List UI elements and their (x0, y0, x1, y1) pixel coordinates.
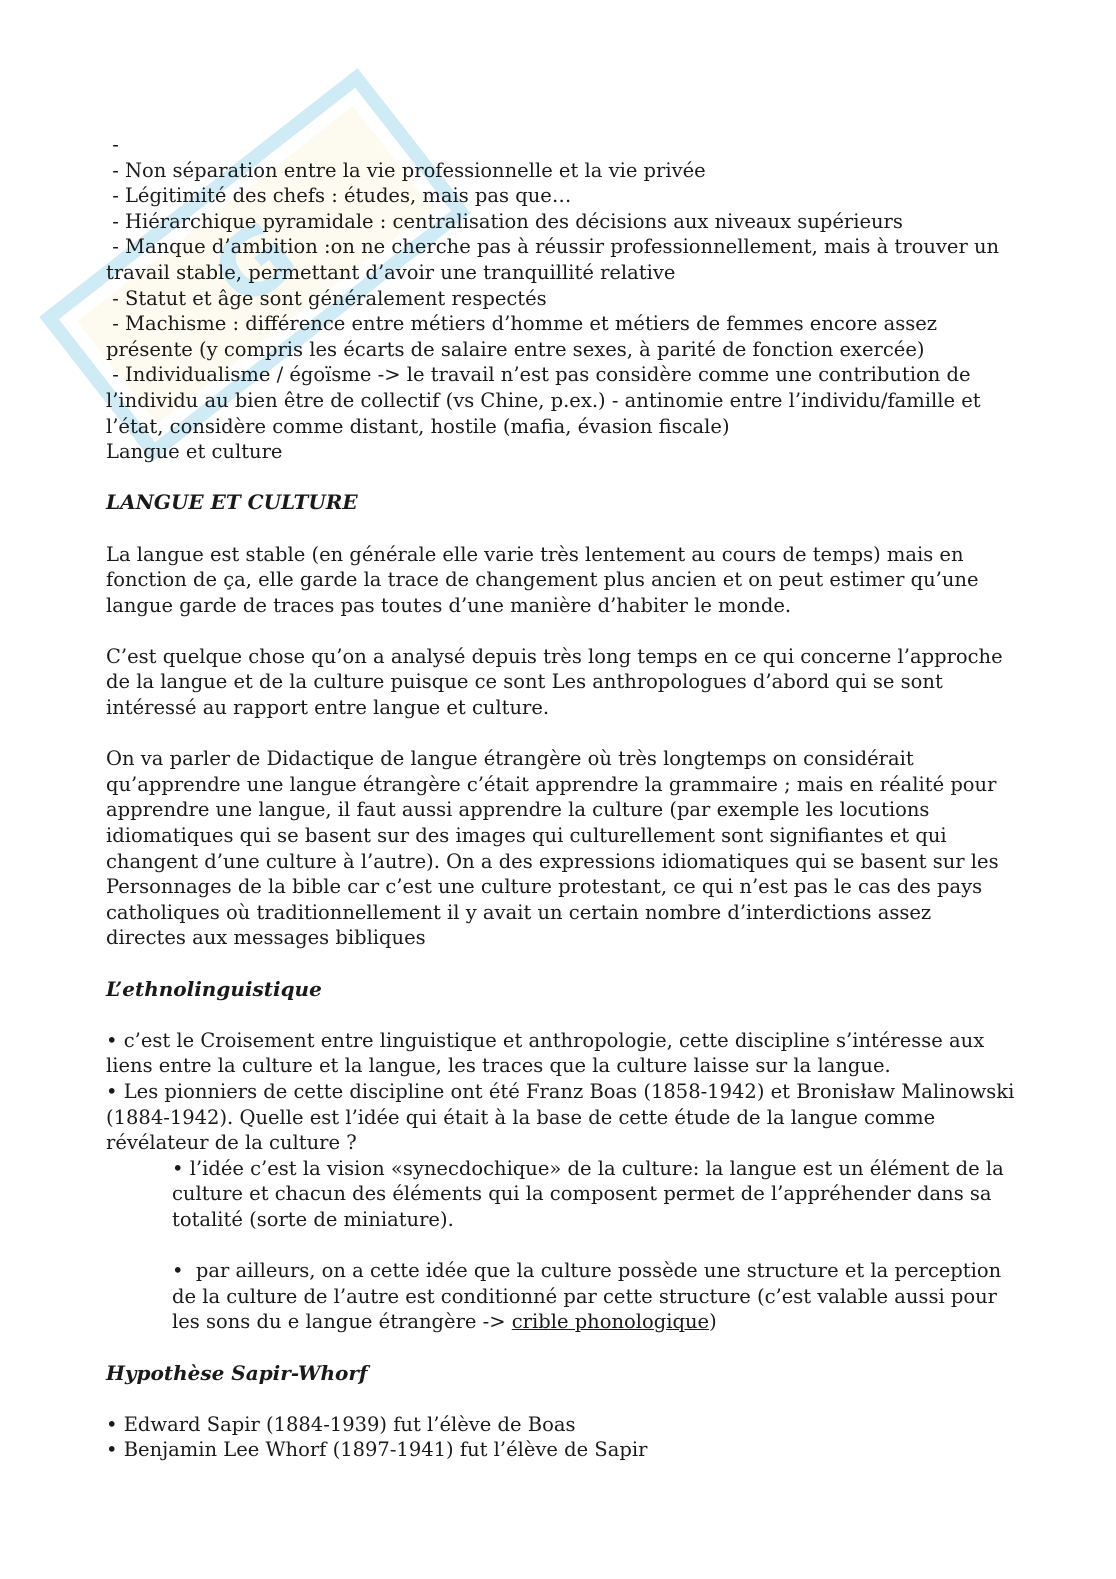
paragraph-line: idiomatiques qui se basent sur des images qui culturellement sont signifiantes et qui (106, 824, 947, 848)
text-prefix: les sons du e langue étrangère -> (172, 1310, 512, 1334)
section-heading-langue-culture: LANGUE ET CULTURE (106, 490, 358, 515)
list-line: - Statut et âge sont généralement respectés (106, 286, 547, 310)
crible-phonologique-link[interactable]: crible phonologique (511, 1310, 710, 1334)
bullet-list (106, 1412, 1006, 1463)
list-line: travail stable, permettant d’avoir une tranquillité relative (106, 260, 676, 284)
bullet-item (106, 1028, 1006, 1079)
list-line: - Individualisme / égoïsme -> le travail n’est pas considère comme une contribution de (106, 363, 971, 387)
bullet-line: liens entre la culture et la langue, les traces que la culture laisse sur la langue. (106, 1054, 891, 1078)
paragraph-line: La langue est stable (en générale elle varie très lentement au cours de temps) mais en (106, 542, 964, 566)
list-line: Langue et culture (106, 440, 283, 464)
bullet-line: • par ailleurs, on a cette idée que la culture possède une structure et la perception (172, 1259, 1002, 1283)
bullet-line: (1884-1942). Quelle est l’idée qui était à la base de cette étude de la langue comme (106, 1105, 936, 1129)
bullet-item (106, 1079, 1015, 1156)
bullet-line: • l’idée c’est la vision «synecdochique» de la culture: la langue est un élément de la (172, 1156, 1004, 1180)
bullet-list (106, 132, 1006, 465)
paragraph (106, 644, 1006, 721)
list-line: - Non séparation entre la vie professionnelle et la vie privée (106, 158, 706, 182)
paragraph-line: intéressé au rapport entre langue et culture. (106, 696, 550, 720)
bullet-line: • Edward Sapir (1884-1939) fut l’élève de Boas (106, 1412, 576, 1436)
list-line: l’état, considère comme distant, hostile (mafia, évasion fiscale) (106, 414, 730, 438)
paragraph-line: directes aux messages bibliques (106, 926, 426, 950)
paragraph-line: qu’apprendre une langue étrangère c’était apprendre la grammaire ; mais en réalité pour (106, 772, 997, 796)
paragraph-line: On va parler de Didactique de langue étrangère où très longtemps on considérait (106, 747, 914, 771)
list-line: - Hiérarchique pyramidale : centralisation des décisions aux niveaux supérieurs (106, 209, 903, 233)
paragraph-line: catholiques où traditionnellement il y avait un certain nombre d’interdictions assez (106, 900, 932, 924)
paragraph-line: langue garde de traces pas toutes d’une manière d’habiter le monde. (106, 593, 792, 617)
paragraph-line: C’est quelque chose qu’on a analysé depuis très long temps en ce qui concerne l’approche (106, 644, 1003, 668)
list-line: présente (y compris les écarts de salaire entre sexes, à parité de fonction exercée) (106, 337, 925, 361)
list-line: - Machisme : différence entre métiers d’homme et métiers de femmes encore assez (106, 312, 938, 336)
bullet-line: • Benjamin Lee Whorf (1897-1941) fut l’élève de Sapir (106, 1438, 648, 1462)
list-line: - Légitimité des chefs : études, mais pas que… (106, 184, 572, 208)
text-suffix: ) (709, 1310, 717, 1334)
bullet-line: • Les pionniers de cette discipline ont été Franz Boas (1858-1942) et Bronisław Malinowski (106, 1079, 1015, 1103)
bullet-line: de la culture de l’autre est conditionné par cette structure (c’est valable aussi pour (172, 1284, 997, 1308)
bullet-line: • c’est le Croisement entre linguistique et anthropologie, cette discipline s’intéresse aux (106, 1028, 985, 1052)
paragraph-line: de la langue et de la culture puisque ce sont Les anthropologues d’abord qui se sont (106, 670, 943, 694)
svg-text:G: G (193, 200, 317, 329)
list-line: - (106, 133, 119, 156)
paragraph (106, 746, 1006, 951)
section-heading-sapir-whorf: Hypothèse Sapir-Whorf (106, 1360, 368, 1385)
paragraph-line: apprendre une langue, il faut aussi apprendre la culture (par exemple les locutions (106, 798, 930, 822)
bullet-line: révélateur de la culture ? (106, 1131, 357, 1155)
bullet-line: culture et chacun des éléments qui la composent permet de l’appréhender dans sa (172, 1182, 992, 1206)
sub-bullet-item (172, 1258, 1006, 1335)
sub-bullet-item (172, 1156, 1006, 1233)
section-heading-ethnolinguistique: L’ethnolinguistique (106, 976, 322, 1001)
document-body (106, 132, 1015, 1463)
list-line: l’individu au bien être de collectif (vs Chine, p.ex.) - antinomie entre l’individu/famille et (106, 388, 981, 412)
bullet-line (172, 1310, 717, 1333)
paragraph (106, 542, 1006, 619)
paragraph-line: fonction de ça, elle garde la trace de changement plus ancien et on peut estimer qu’une (106, 568, 979, 592)
bullet-line: totalité (sorte de miniature). (172, 1207, 454, 1231)
list-line: - Manque d’ambition :on ne cherche pas à réussir professionnellement, mais à trouver un (106, 235, 1000, 259)
paragraph-line: changent d’une culture à l’autre). On a des expressions idiomatiques qui se basent sur les (106, 849, 999, 873)
paragraph-line: Personnages de la bible car c’est une culture protestant, ce qui n’est pas le cas des pays (106, 875, 983, 899)
